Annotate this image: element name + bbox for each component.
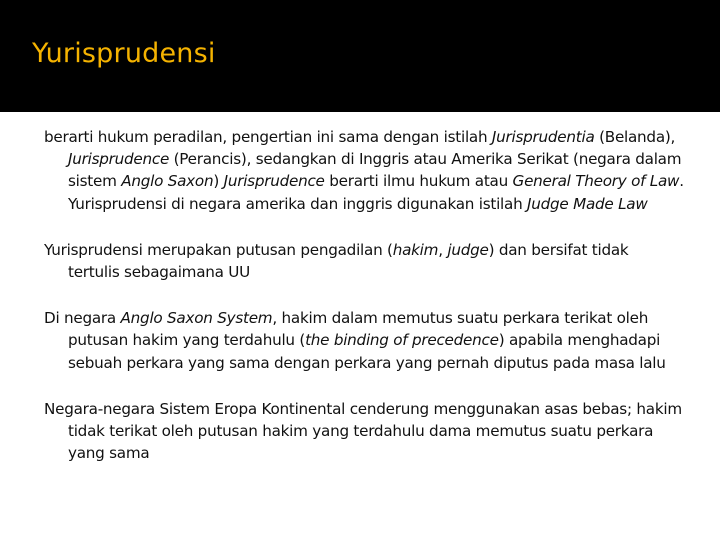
slide-title: Yurisprudensi bbox=[32, 38, 216, 69]
italic-term: the binding of precedence bbox=[305, 331, 499, 350]
slide-body bbox=[44, 126, 684, 488]
italic-term: hakim bbox=[392, 240, 439, 259]
paragraph-3 bbox=[44, 307, 684, 374]
text-run: Yurisprudensi merupakan putusan pengadilan ( bbox=[44, 240, 393, 259]
text-run: ) bbox=[213, 172, 224, 191]
text-run: Negara-negara Sistem Eropa Kontinental cenderung menggunakan asas bebas; hakim tidak terikat oleh putusan hakim yang terdahulu dama memutus suatu perkara yang sama bbox=[44, 399, 682, 463]
paragraph-2 bbox=[44, 239, 684, 283]
paragraph-1 bbox=[44, 126, 684, 215]
italic-term: judge bbox=[447, 240, 489, 259]
italic-term: Judge Made Law bbox=[527, 194, 648, 213]
text-run: ) apabila menghadapi sebuah perkara yang sama dengan perkara yang pernah diputus pada masa lalu bbox=[68, 331, 666, 372]
italic-term: Jurisprudence bbox=[223, 172, 325, 191]
text-run: ) dan bersifat tidak tertulis sebagaimana UU bbox=[68, 240, 629, 282]
text-run: . Yurisprudensi di negara amerika dan inggris digunakan istilah bbox=[68, 172, 684, 213]
italic-term: Anglo Saxon bbox=[121, 172, 214, 191]
text-run: (Belanda), bbox=[594, 128, 676, 146]
text-run: , bbox=[438, 240, 448, 259]
italic-term: Anglo Saxon System bbox=[120, 309, 273, 328]
text-run: (Perancis), sedangkan di Inggris atau Amerika Serikat (negara dalam sistem bbox=[68, 150, 682, 191]
italic-term: General Theory of Law bbox=[512, 172, 680, 191]
italic-term: Jurisprudentia bbox=[491, 128, 595, 146]
text-run: Di negara bbox=[44, 309, 121, 328]
text-run: , hakim dalam memutus suatu perkara terikat oleh putusan hakim yang terdahulu ( bbox=[68, 309, 649, 350]
text-run: berarti hukum peradilan, pengertian ini sama dengan istilah bbox=[44, 128, 492, 146]
italic-term: Jurisprudence bbox=[68, 150, 170, 169]
paragraph-4 bbox=[44, 398, 684, 465]
text-run: berarti ilmu hukum atau bbox=[324, 172, 513, 191]
title-bar bbox=[0, 0, 720, 112]
